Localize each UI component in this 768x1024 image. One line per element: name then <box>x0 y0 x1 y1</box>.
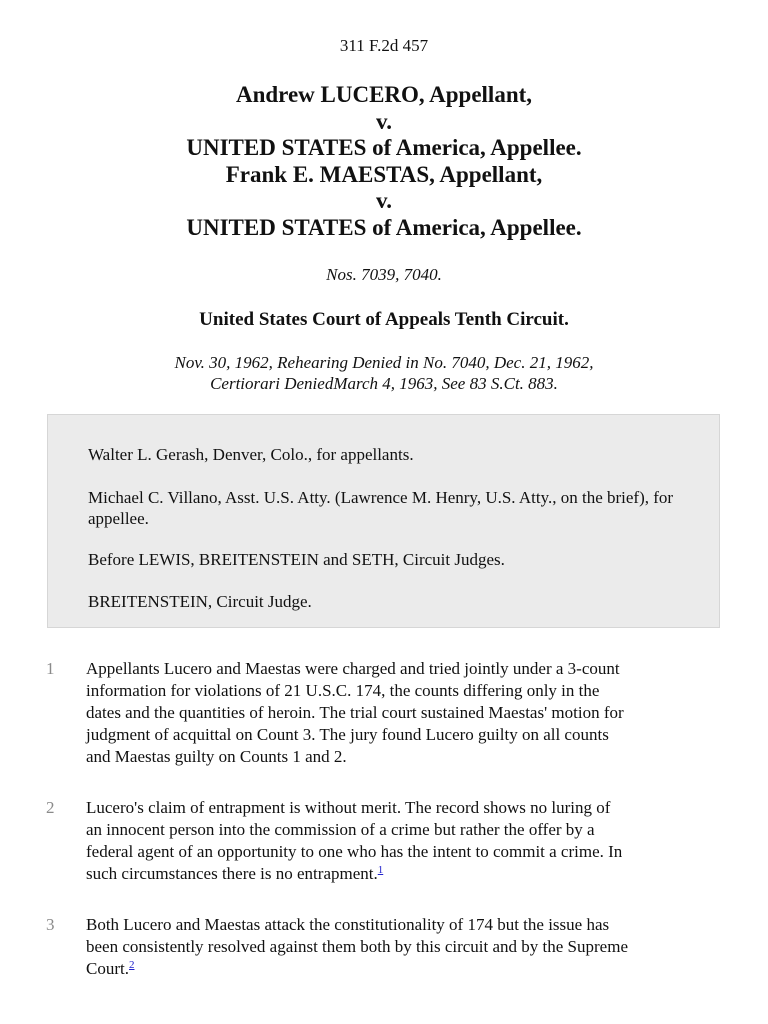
text-line: Appellants Lucero and Maestas were charged and tried jointly under a 3-count <box>86 659 620 678</box>
paragraph-text <box>86 797 726 885</box>
caption-line: Frank E. MAESTAS, Appellant, <box>225 161 543 187</box>
paragraph-number: 1 <box>46 659 55 678</box>
text-line: Lucero's claim of entrapment is without merit. The record shows no luring of <box>86 798 611 817</box>
docket-numbers: Nos. 7039, 7040. <box>326 265 442 284</box>
caption-line: UNITED STATES of America, Appellee. <box>186 135 582 160</box>
counsel-box <box>47 414 720 628</box>
case-caption <box>0 82 768 241</box>
court-name: United States Court of Appeals Tenth Circuit. <box>199 309 569 330</box>
text-line-with-footnote <box>86 863 726 885</box>
text-line: judgment of acquittal on Count 3. The jury found Lucero guilty on all counts <box>86 725 609 744</box>
footnote-link[interactable]: 2 <box>128 959 135 971</box>
footnote-link[interactable]: 1 <box>377 864 384 876</box>
dates-line: Nov. 30, 1962, Rehearing Denied in No. 7040, Dec. 21, 1962, <box>174 353 594 372</box>
text-line-with-footnote <box>86 958 726 980</box>
panel-judges: Before LEWIS, BREITENSTEIN and SETH, Circuit Judges. <box>88 550 505 569</box>
paragraph-number: 2 <box>46 798 55 817</box>
paragraph-text <box>86 914 726 980</box>
text-line: Court. <box>86 959 129 978</box>
text-line: dates and the quantities of heroin. The trial court sustained Maestas' motion for <box>86 703 624 722</box>
decision-dates <box>0 352 768 394</box>
caption-line: UNITED STATES of America, Appellee. <box>186 214 582 240</box>
text-line: an innocent person into the commission of a crime but rather the offer by a <box>86 820 595 839</box>
text-line: federal agent of an opportunity to one who has the intent to commit a crime. In <box>86 842 623 861</box>
case-citation: 311 F.2d 457 <box>339 36 429 55</box>
counsel-appellee: Michael C. Villano, Asst. U.S. Atty. (Lawrence M. Henry, U.S. Atty., on the brief), for appellee. <box>88 488 674 528</box>
counsel-appellants: Walter L. Gerash, Denver, Colo., for appellants. <box>88 445 414 464</box>
caption-line: v. <box>376 108 392 134</box>
dates-line: Certiorari DeniedMarch 4, 1963, See 83 S.Ct. 883. <box>210 374 558 393</box>
paragraph-number: 3 <box>46 915 55 934</box>
caption-line: v. <box>376 188 392 213</box>
text-line: information for violations of 21 U.S.C. 174, the counts differing only in the <box>86 681 600 700</box>
opinion-author: BREITENSTEIN, Circuit Judge. <box>88 592 312 611</box>
text-line: such circumstances there is no entrapment. <box>86 864 378 883</box>
paragraph-text <box>86 658 726 768</box>
text-line: and Maestas guilty on Counts 1 and 2. <box>86 747 347 766</box>
caption-line: Andrew LUCERO, Appellant, <box>235 82 533 107</box>
text-line: been consistently resolved against them both by this circuit and by the Supreme <box>86 937 628 956</box>
text-line: Both Lucero and Maestas attack the constitutionality of 174 but the issue has <box>86 915 610 934</box>
